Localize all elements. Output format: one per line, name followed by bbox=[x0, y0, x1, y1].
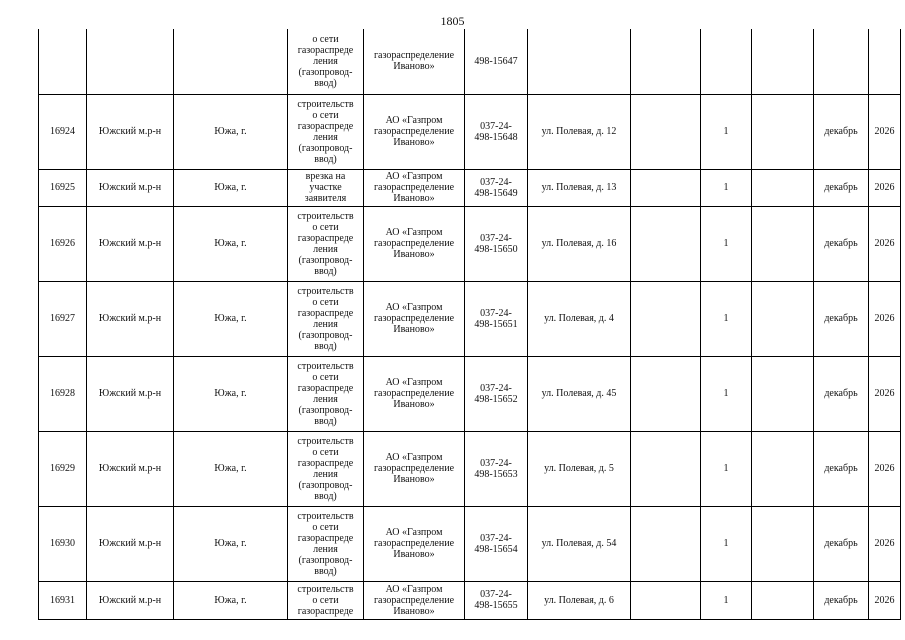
work-type-cell: врезка на участке заявителя bbox=[288, 169, 364, 206]
organization-cell: АО «Газпром газораспределение Иваново» bbox=[364, 94, 465, 169]
year-cell: 2026 bbox=[869, 506, 901, 581]
blank-cell bbox=[631, 506, 701, 581]
city-cell: Южа, г. bbox=[174, 94, 288, 169]
row-number-cell: 16926 bbox=[39, 206, 87, 281]
table-row bbox=[39, 29, 901, 94]
quantity-cell bbox=[701, 29, 752, 94]
address-cell: ул. Полевая, д. 45 bbox=[528, 356, 631, 431]
quantity-cell: 1 bbox=[701, 356, 752, 431]
district-cell bbox=[87, 29, 174, 94]
quantity-cell: 1 bbox=[701, 94, 752, 169]
address-cell: ул. Полевая, д. 4 bbox=[528, 281, 631, 356]
organization-cell: газораспределение Иваново» bbox=[364, 29, 465, 94]
year-cell bbox=[869, 29, 901, 94]
blank-cell bbox=[752, 281, 814, 356]
district-cell: Южский м.р-н bbox=[87, 169, 174, 206]
work-type-cell: строительств о сети газораспреде ления (газопровод- ввод) bbox=[288, 506, 364, 581]
organization-cell: АО «Газпром газораспределение Иваново» bbox=[364, 431, 465, 506]
city-cell: Южа, г. bbox=[174, 169, 288, 206]
quantity-cell: 1 bbox=[701, 169, 752, 206]
city-cell: Южа, г. bbox=[174, 356, 288, 431]
blank-cell bbox=[752, 356, 814, 431]
work-type-cell: строительств о сети газораспреде ления (газопровод- ввод) bbox=[288, 431, 364, 506]
organization-cell: АО «Газпром газораспределение Иваново» bbox=[364, 356, 465, 431]
district-cell: Южский м.р-н bbox=[87, 431, 174, 506]
table-row bbox=[39, 281, 901, 356]
organization-cell: АО «Газпром газораспределение Иваново» bbox=[364, 581, 465, 619]
row-number-cell: 16930 bbox=[39, 506, 87, 581]
organization-cell: АО «Газпром газораспределение Иваново» bbox=[364, 506, 465, 581]
city-cell: Южа, г. bbox=[174, 206, 288, 281]
blank-cell bbox=[631, 169, 701, 206]
district-cell: Южский м.р-н bbox=[87, 94, 174, 169]
blank-cell bbox=[752, 94, 814, 169]
quantity-cell: 1 bbox=[701, 581, 752, 619]
row-number-cell: 16924 bbox=[39, 94, 87, 169]
month-cell: декабрь bbox=[814, 431, 869, 506]
year-cell: 2026 bbox=[869, 206, 901, 281]
row-number-cell: 16925 bbox=[39, 169, 87, 206]
tu-number-cell: 037-24- 498-15649 bbox=[465, 169, 528, 206]
table-row bbox=[39, 206, 901, 281]
blank-cell bbox=[631, 431, 701, 506]
blank-cell bbox=[752, 206, 814, 281]
blank-cell bbox=[752, 581, 814, 619]
month-cell: декабрь bbox=[814, 581, 869, 619]
tu-number-cell: 037-24- 498-15650 bbox=[465, 206, 528, 281]
table-row bbox=[39, 169, 901, 206]
quantity-cell: 1 bbox=[701, 431, 752, 506]
tu-number-cell: 037-24- 498-15651 bbox=[465, 281, 528, 356]
year-cell: 2026 bbox=[869, 169, 901, 206]
tu-number-cell: 037-24- 498-15655 bbox=[465, 581, 528, 619]
district-cell: Южский м.р-н bbox=[87, 581, 174, 619]
tu-number-cell: 037-24- 498-15653 bbox=[465, 431, 528, 506]
address-cell: ул. Полевая, д. 6 bbox=[528, 581, 631, 619]
address-cell: ул. Полевая, д. 16 bbox=[528, 206, 631, 281]
address-cell: ул. Полевая, д. 54 bbox=[528, 506, 631, 581]
organization-cell: АО «Газпром газораспределение Иваново» bbox=[364, 206, 465, 281]
city-cell: Южа, г. bbox=[174, 431, 288, 506]
city-cell: Южа, г. bbox=[174, 581, 288, 619]
address-cell: ул. Полевая, д. 5 bbox=[528, 431, 631, 506]
work-type-cell: строительств о сети газораспреде ления (газопровод- ввод) bbox=[288, 206, 364, 281]
address-cell: ул. Полевая, д. 13 bbox=[528, 169, 631, 206]
blank-cell bbox=[752, 506, 814, 581]
gasification-schedule-table bbox=[38, 29, 901, 620]
table-row bbox=[39, 506, 901, 581]
month-cell: декабрь bbox=[814, 94, 869, 169]
row-number-cell: 16931 bbox=[39, 581, 87, 619]
table-body bbox=[39, 29, 901, 619]
city-cell: Южа, г. bbox=[174, 281, 288, 356]
year-cell: 2026 bbox=[869, 281, 901, 356]
blank-cell bbox=[752, 431, 814, 506]
month-cell: декабрь bbox=[814, 281, 869, 356]
work-type-cell: строительств о сети газораспреде ления (газопровод- ввод) bbox=[288, 356, 364, 431]
blank-cell bbox=[631, 581, 701, 619]
city-cell bbox=[174, 29, 288, 94]
organization-cell: АО «Газпром газораспределение Иваново» bbox=[364, 169, 465, 206]
year-cell: 2026 bbox=[869, 431, 901, 506]
year-cell: 2026 bbox=[869, 581, 901, 619]
quantity-cell: 1 bbox=[701, 206, 752, 281]
page-number: 1805 bbox=[440, 14, 465, 28]
month-cell bbox=[814, 29, 869, 94]
year-cell: 2026 bbox=[869, 94, 901, 169]
tu-number-cell: 037-24- 498-15654 bbox=[465, 506, 528, 581]
row-number-cell: 16929 bbox=[39, 431, 87, 506]
quantity-cell: 1 bbox=[701, 281, 752, 356]
district-cell: Южский м.р-н bbox=[87, 206, 174, 281]
blank-cell bbox=[631, 281, 701, 356]
quantity-cell: 1 bbox=[701, 506, 752, 581]
blank-cell bbox=[631, 356, 701, 431]
address-cell bbox=[528, 29, 631, 94]
work-type-cell: строительств о сети газораспреде bbox=[288, 581, 364, 619]
tu-number-cell: 037-24- 498-15648 bbox=[465, 94, 528, 169]
blank-cell bbox=[631, 94, 701, 169]
blank-cell bbox=[631, 29, 701, 94]
blank-cell bbox=[631, 206, 701, 281]
organization-cell: АО «Газпром газораспределение Иваново» bbox=[364, 281, 465, 356]
work-type-cell: строительств о сети газораспреде ления (газопровод- ввод) bbox=[288, 281, 364, 356]
year-cell: 2026 bbox=[869, 356, 901, 431]
row-number-cell bbox=[39, 29, 87, 94]
table-row bbox=[39, 581, 901, 619]
work-type-cell: строительств о сети газораспреде ления (газопровод- ввод) bbox=[288, 94, 364, 169]
row-number-cell: 16927 bbox=[39, 281, 87, 356]
table-row bbox=[39, 431, 901, 506]
address-cell: ул. Полевая, д. 12 bbox=[528, 94, 631, 169]
month-cell: декабрь bbox=[814, 506, 869, 581]
blank-cell bbox=[752, 29, 814, 94]
district-cell: Южский м.р-н bbox=[87, 506, 174, 581]
month-cell: декабрь bbox=[814, 169, 869, 206]
tu-number-cell: 037-24- 498-15652 bbox=[465, 356, 528, 431]
work-type-cell: о сети газораспреде ления (газопровод- ввод) bbox=[288, 29, 364, 94]
table-row bbox=[39, 94, 901, 169]
district-cell: Южский м.р-н bbox=[87, 281, 174, 356]
blank-cell bbox=[752, 169, 814, 206]
month-cell: декабрь bbox=[814, 356, 869, 431]
row-number-cell: 16928 bbox=[39, 356, 87, 431]
tu-number-cell: 498-15647 bbox=[465, 29, 528, 94]
table-row bbox=[39, 356, 901, 431]
city-cell: Южа, г. bbox=[174, 506, 288, 581]
month-cell: декабрь bbox=[814, 206, 869, 281]
district-cell: Южский м.р-н bbox=[87, 356, 174, 431]
